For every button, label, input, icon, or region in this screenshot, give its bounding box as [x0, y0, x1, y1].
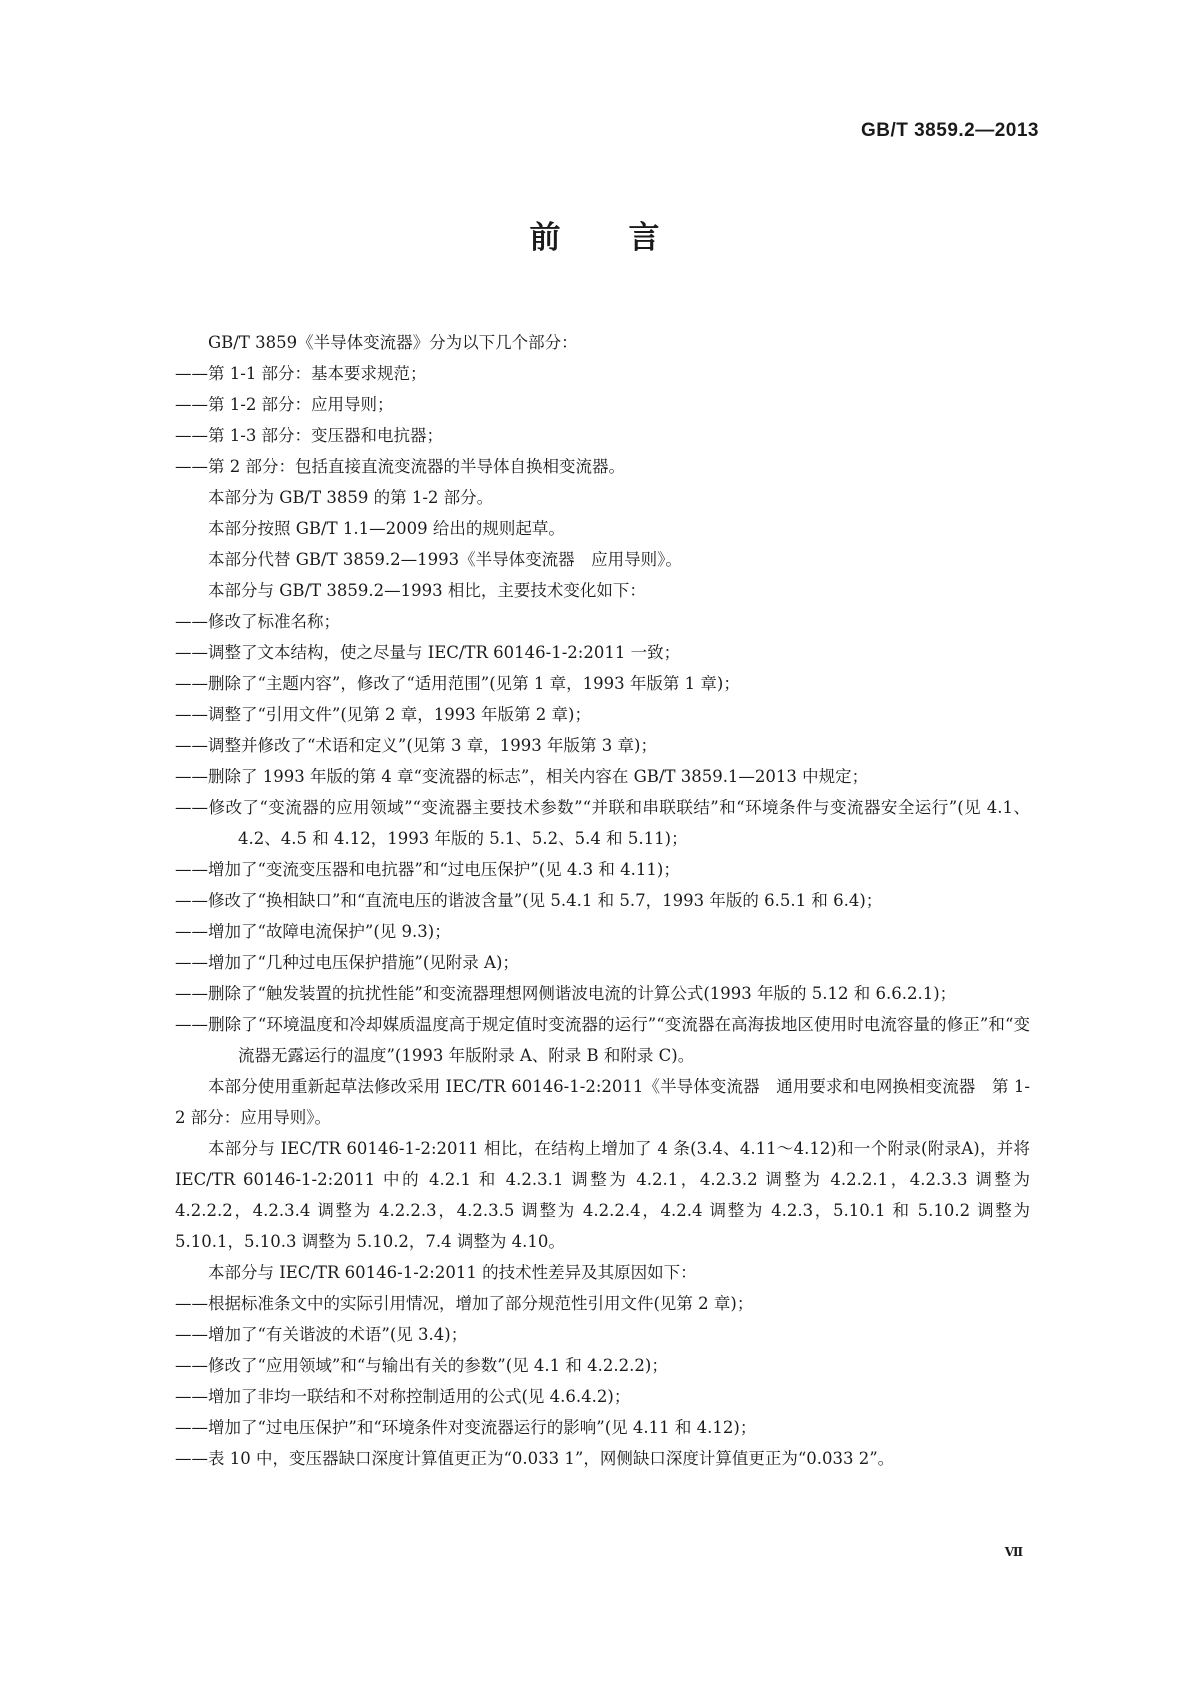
part-item: ——第 2 部分：包括直接直流变流器的半导体自换相变流器。	[175, 457, 625, 476]
change-item: ——删除了“环境温度和冷却媒质温度高于规定值时变流器的运行”“变流器在高海拔地区使用时电流容量的修正”和“变流器无露运行的温度”(1993 年版附录 A、附录 B 和附录 C)。	[175, 1015, 1030, 1065]
technical-difference-item: ——增加了“过电压保护”和“环境条件对变流器运行的影响”(见 4.11 和 4.12)；	[175, 1418, 757, 1437]
change-item: ——增加了“几种过电压保护措施”(见附录 A)；	[175, 953, 519, 972]
change-item: ——增加了“变流变压器和电抗器”和“过电压保护”(见 4.3 和 4.11)；	[175, 860, 680, 879]
part-item: ——第 1-2 部分：应用导则；	[175, 395, 394, 414]
technical-difference-item: ——表 10 中，变压器缺口深度计算值更正为“0.033 1”，网侧缺口深度计算值更正为“0.033 2”。	[175, 1449, 895, 1468]
change-item: ——删除了“主题内容”，修改了“适用范围”(见第 1 章，1993 年版第 1 章)；	[175, 674, 740, 693]
paragraph: 本部分为 GB/T 3859 的第 1-2 部分。	[208, 488, 494, 507]
change-item: ——调整并修改了“术语和定义”(见第 3 章，1993 年版第 3 章)；	[175, 736, 657, 755]
document-code: GB/T 3859.2—2013	[860, 120, 1039, 141]
paragraph: 本部分代替 GB/T 3859.2—1993《半导体变流器 应用导则》。	[208, 550, 682, 569]
intro-paragraph: GB/T 3859《半导体变流器》分为以下几个部分：	[208, 333, 578, 352]
change-item: ——修改了“变流器的应用领域”“变流器主要技术参数”“并联和串联联结”和“环境条件与变流器安全运行”(见 4.1、4.2、4.5 和 4.12，1993 年版的 5.1、5.2、5.4 和 5.11)；	[175, 798, 1030, 848]
change-item: ——删除了“触发装置的抗扰性能”和变流器理想网侧谐波电流的计算公式(1993 年版的 5.12 和 6.6.2.1)；	[175, 984, 957, 1003]
change-item: ——修改了标准名称；	[175, 612, 340, 631]
technical-difference-item: ——增加了“有关谐波的术语”(见 3.4)；	[175, 1325, 468, 1344]
change-item: ——增加了“故障电流保护”(见 9.3)；	[175, 922, 451, 941]
structure-difference-paragraph: 本部分与 IEC/TR 60146-1-2:2011 相比，在结构上增加了 4 条(3.4、4.11～4.12)和一个附录(附录A)，并将 IEC/TR 60146-1-2:2011 中的 4.2.1 和 4.2.3.1 调整为 4.2.1，4.2.3.2 调整为 4.2.2.1，4.2.3.3 调整为 4.2.2.2，4.2.3.4 调整为 4.2.2.3，4.2.3.5 调整为 4.2.2.4，4.2.4 调整为 4.2.3，5.10.1 和 5.10.2 调整为 5.10.1，5.10.3 调整为 5.10.2，7.4 调整为 4.10。	[175, 1139, 1030, 1251]
technical-difference-item: ——修改了“应用领域”和“与输出有关的参数”(见 4.1 和 4.2.2.2)；	[175, 1356, 668, 1375]
change-item: ——调整了文本结构，使之尽量与 IEC/TR 60146-1-2:2011 一致；	[175, 643, 681, 662]
technical-difference-item: ——根据标准条文中的实际引用情况，增加了部分规范性引用文件(见第 2 章)；	[175, 1294, 754, 1313]
paragraph: 本部分按照 GB/T 1.1—2009 给出的规则起草。	[208, 519, 565, 538]
change-item: ——调整了“引用文件”(见第 2 章，1993 年版第 2 章)；	[175, 705, 591, 724]
technical-difference-item: ——增加了非均一联结和不对称控制适用的公式(见 4.6.4.2)；	[175, 1387, 631, 1406]
part-item: ——第 1-3 部分：变压器和电抗器；	[175, 426, 444, 445]
change-item: ——删除了 1993 年版的第 4 章“变流器的标志”，相关内容在 GB/T 3859.1—2013 中规定；	[175, 767, 869, 786]
page-number: Ⅶ	[1004, 1545, 1023, 1559]
paragraph: 本部分与 GB/T 3859.2—1993 相比，主要技术变化如下：	[208, 581, 646, 600]
page-title: 前 言	[529, 220, 662, 256]
technical-difference-intro: 本部分与 IEC/TR 60146-1-2:2011 的技术性差异及其原因如下：	[208, 1263, 697, 1282]
change-item: ——修改了“换相缺口”和“直流电压的谐波含量”(见 5.4.1 和 5.7，1993 年版的 6.5.1 和 6.4)；	[175, 891, 883, 910]
part-item: ——第 1-1 部分：基本要求规范；	[175, 364, 427, 383]
foreword-body	[175, 327, 1030, 1474]
adoption-paragraph: 本部分使用重新起草法修改采用 IEC/TR 60146-1-2:2011《半导体变流器 通用要求和电网换相变流器 第 1-2 部分：应用导则》。	[175, 1077, 1030, 1127]
